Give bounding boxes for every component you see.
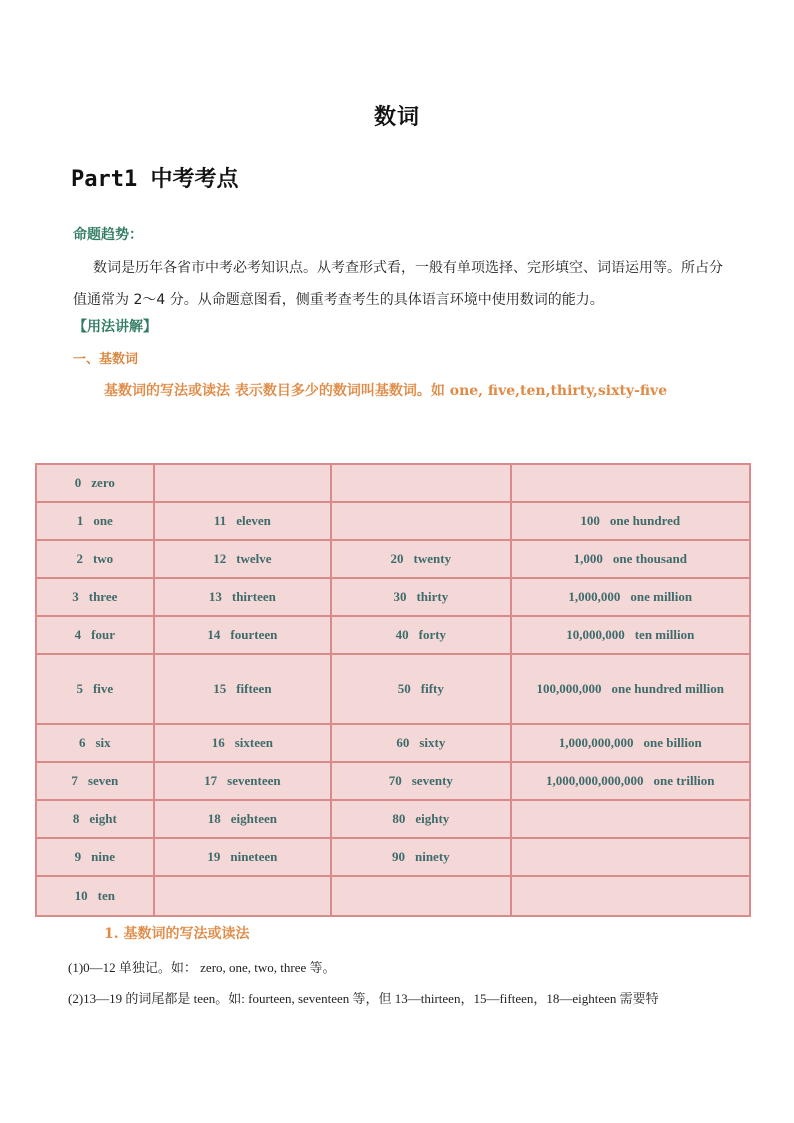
cell-number: 11 [213, 513, 227, 528]
cell-number: 90 [391, 849, 405, 864]
cell-number: 3 [72, 589, 79, 604]
cell-word: one hundred [609, 513, 681, 528]
cell-number: 100 [580, 513, 600, 528]
cell-word: ten [97, 888, 115, 903]
cardinal-number-table [35, 463, 751, 917]
cell-number: 18 [207, 811, 221, 826]
table-cell [36, 724, 154, 762]
cell-word: thirteen [231, 589, 276, 604]
table-cell [154, 724, 331, 762]
part-heading: Part1 中考考点 [71, 167, 239, 192]
cell-number: 16 [211, 735, 225, 750]
cardinal-definition: 基数词的写法或读法 表示数目多少的数词叫基数词。如 one, five,ten,thirty,sixty-five [104, 383, 668, 399]
cell-number: 4 [74, 627, 82, 642]
table-cell [511, 502, 750, 540]
cell-word: sixteen [234, 735, 274, 750]
trend-label: 命题趋势： [73, 227, 143, 243]
cell-word: twenty [413, 551, 452, 566]
cell-number: 70 [388, 773, 402, 788]
cell-number: 13 [208, 589, 222, 604]
table-cell [154, 540, 331, 578]
table-cell [331, 838, 510, 876]
cell-number: 7 [71, 773, 78, 788]
cell-word: nineteen [230, 849, 278, 864]
cell-word: three [88, 589, 118, 604]
table-cell [331, 876, 510, 916]
subheading-writing-reading: 1. 基数词的写法或读法 [104, 926, 250, 942]
cell-number: 10,000,000 [566, 627, 625, 642]
rule-1: (1)0—12 单独记。如： zero, one, two, three 等。 [68, 960, 336, 975]
cell-word: fifteen [236, 681, 272, 696]
table-cell [154, 616, 331, 654]
table-cell [36, 654, 154, 724]
table-cell [511, 762, 750, 800]
table-cell [511, 616, 750, 654]
cell-number: 2 [76, 551, 83, 566]
cell-word: sixty [419, 735, 446, 750]
cell-word: seventy [411, 773, 453, 788]
table-cell [331, 502, 510, 540]
table-row [36, 502, 750, 540]
cell-word: forty [418, 627, 447, 642]
cell-word: ninety [414, 849, 450, 864]
cell-number: 8 [72, 811, 80, 826]
cell-word: fifty [420, 681, 444, 696]
cell-word: eighteen [230, 811, 277, 826]
table-cell [154, 578, 331, 616]
intro-paragraph: 数词是历年各省市中考必考知识点。从考查形式看，一般有单项选择、完形填空、词语运用等。所占分值通常为 2～4 分。从命题意图看，侧重考查考生的具体语言环境中使用数词的能力。 [73, 260, 723, 308]
cell-number: 14 [207, 627, 221, 642]
cell-word: eleven [236, 513, 271, 528]
cell-number: 9 [74, 849, 82, 864]
cell-word: ten million [634, 627, 695, 642]
cell-number: 80 [392, 811, 406, 826]
table-cell [36, 800, 154, 838]
cell-word: zero [91, 475, 115, 490]
cell-word: seven [87, 773, 119, 788]
table-cell [511, 724, 750, 762]
page-title: 数词 [373, 104, 420, 130]
table-row [36, 464, 750, 502]
cell-word: one [93, 513, 113, 528]
cell-number: 19 [207, 849, 221, 864]
cell-number: 20 [390, 551, 404, 566]
table-cell [36, 540, 154, 578]
table-row [36, 724, 750, 762]
cell-number: 30 [393, 589, 407, 604]
table-cell [331, 616, 510, 654]
cell-number: 12 [213, 551, 227, 566]
cell-number: 17 [204, 773, 218, 788]
cell-word: fourteen [230, 627, 278, 642]
cell-word: one million [630, 589, 693, 604]
table-row [36, 654, 750, 724]
table-row [36, 578, 750, 616]
cell-word: seventeen [227, 773, 281, 788]
table-cell [36, 616, 154, 654]
table-cell [154, 654, 331, 724]
cell-number: 1,000,000,000,000 [546, 773, 644, 788]
table-cell [36, 502, 154, 540]
cell-word: six [95, 735, 111, 750]
cell-number: 1,000 [573, 551, 603, 566]
cell-word: eight [89, 811, 117, 826]
cell-word: one hundred million [611, 681, 724, 696]
rule-2: (2)13—19 的词尾都是 teen。如: fourteen, seventeen 等，但 13—thirteen，15—fifteen，18—eighteen 需要特 [68, 991, 659, 1006]
cell-word: two [92, 551, 114, 566]
cell-number: 5 [76, 681, 83, 696]
usage-label: 【用法讲解】 [73, 319, 157, 335]
table-cell [154, 800, 331, 838]
table-cell [331, 578, 510, 616]
table-cell [331, 654, 510, 724]
table-cell [36, 578, 154, 616]
table-cell [511, 540, 750, 578]
table-cell [154, 464, 331, 502]
table-cell [511, 578, 750, 616]
table-cell [36, 762, 154, 800]
table-cell [331, 762, 510, 800]
cell-number: 100,000,000 [536, 681, 602, 696]
cell-number: 50 [397, 681, 411, 696]
cell-word: eighty [415, 811, 450, 826]
table-cell [154, 762, 331, 800]
cell-number: 0 [74, 475, 82, 490]
cell-number: 6 [78, 735, 86, 750]
table-cell [331, 800, 510, 838]
cell-word: one thousand [612, 551, 687, 566]
table-cell [511, 838, 750, 876]
table-cell [36, 464, 154, 502]
cell-word: one billion [643, 735, 702, 750]
table-cell [511, 876, 750, 916]
cell-number: 10 [74, 888, 88, 903]
cell-word: thirty [416, 589, 449, 604]
table-cell [154, 838, 331, 876]
cell-word: nine [91, 849, 115, 864]
table-row [36, 838, 750, 876]
table-row [36, 800, 750, 838]
cell-number: 40 [395, 627, 409, 642]
table-cell [331, 724, 510, 762]
table-cell [154, 502, 331, 540]
table-cell [154, 876, 331, 916]
table-row [36, 876, 750, 916]
cell-number: 60 [396, 735, 410, 750]
table-cell [331, 540, 510, 578]
cell-word: five [92, 681, 114, 696]
cell-word: one trillion [653, 773, 715, 788]
cell-number: 1,000,000 [568, 589, 621, 604]
table-cell [511, 800, 750, 838]
cell-word: four [91, 627, 115, 642]
cell-number: 1,000,000,000 [558, 735, 634, 750]
table-cell [511, 654, 750, 724]
cell-number: 1 [76, 513, 84, 528]
table-cell [36, 876, 154, 916]
cell-number: 15 [213, 681, 227, 696]
table-cell [331, 464, 510, 502]
cell-word: twelve [236, 551, 272, 566]
table-cell [511, 464, 750, 502]
table-cell [36, 838, 154, 876]
section-heading-cardinal: 一、基数词 [73, 352, 139, 367]
table-row [36, 616, 750, 654]
table-row [36, 540, 750, 578]
table-row [36, 762, 750, 800]
